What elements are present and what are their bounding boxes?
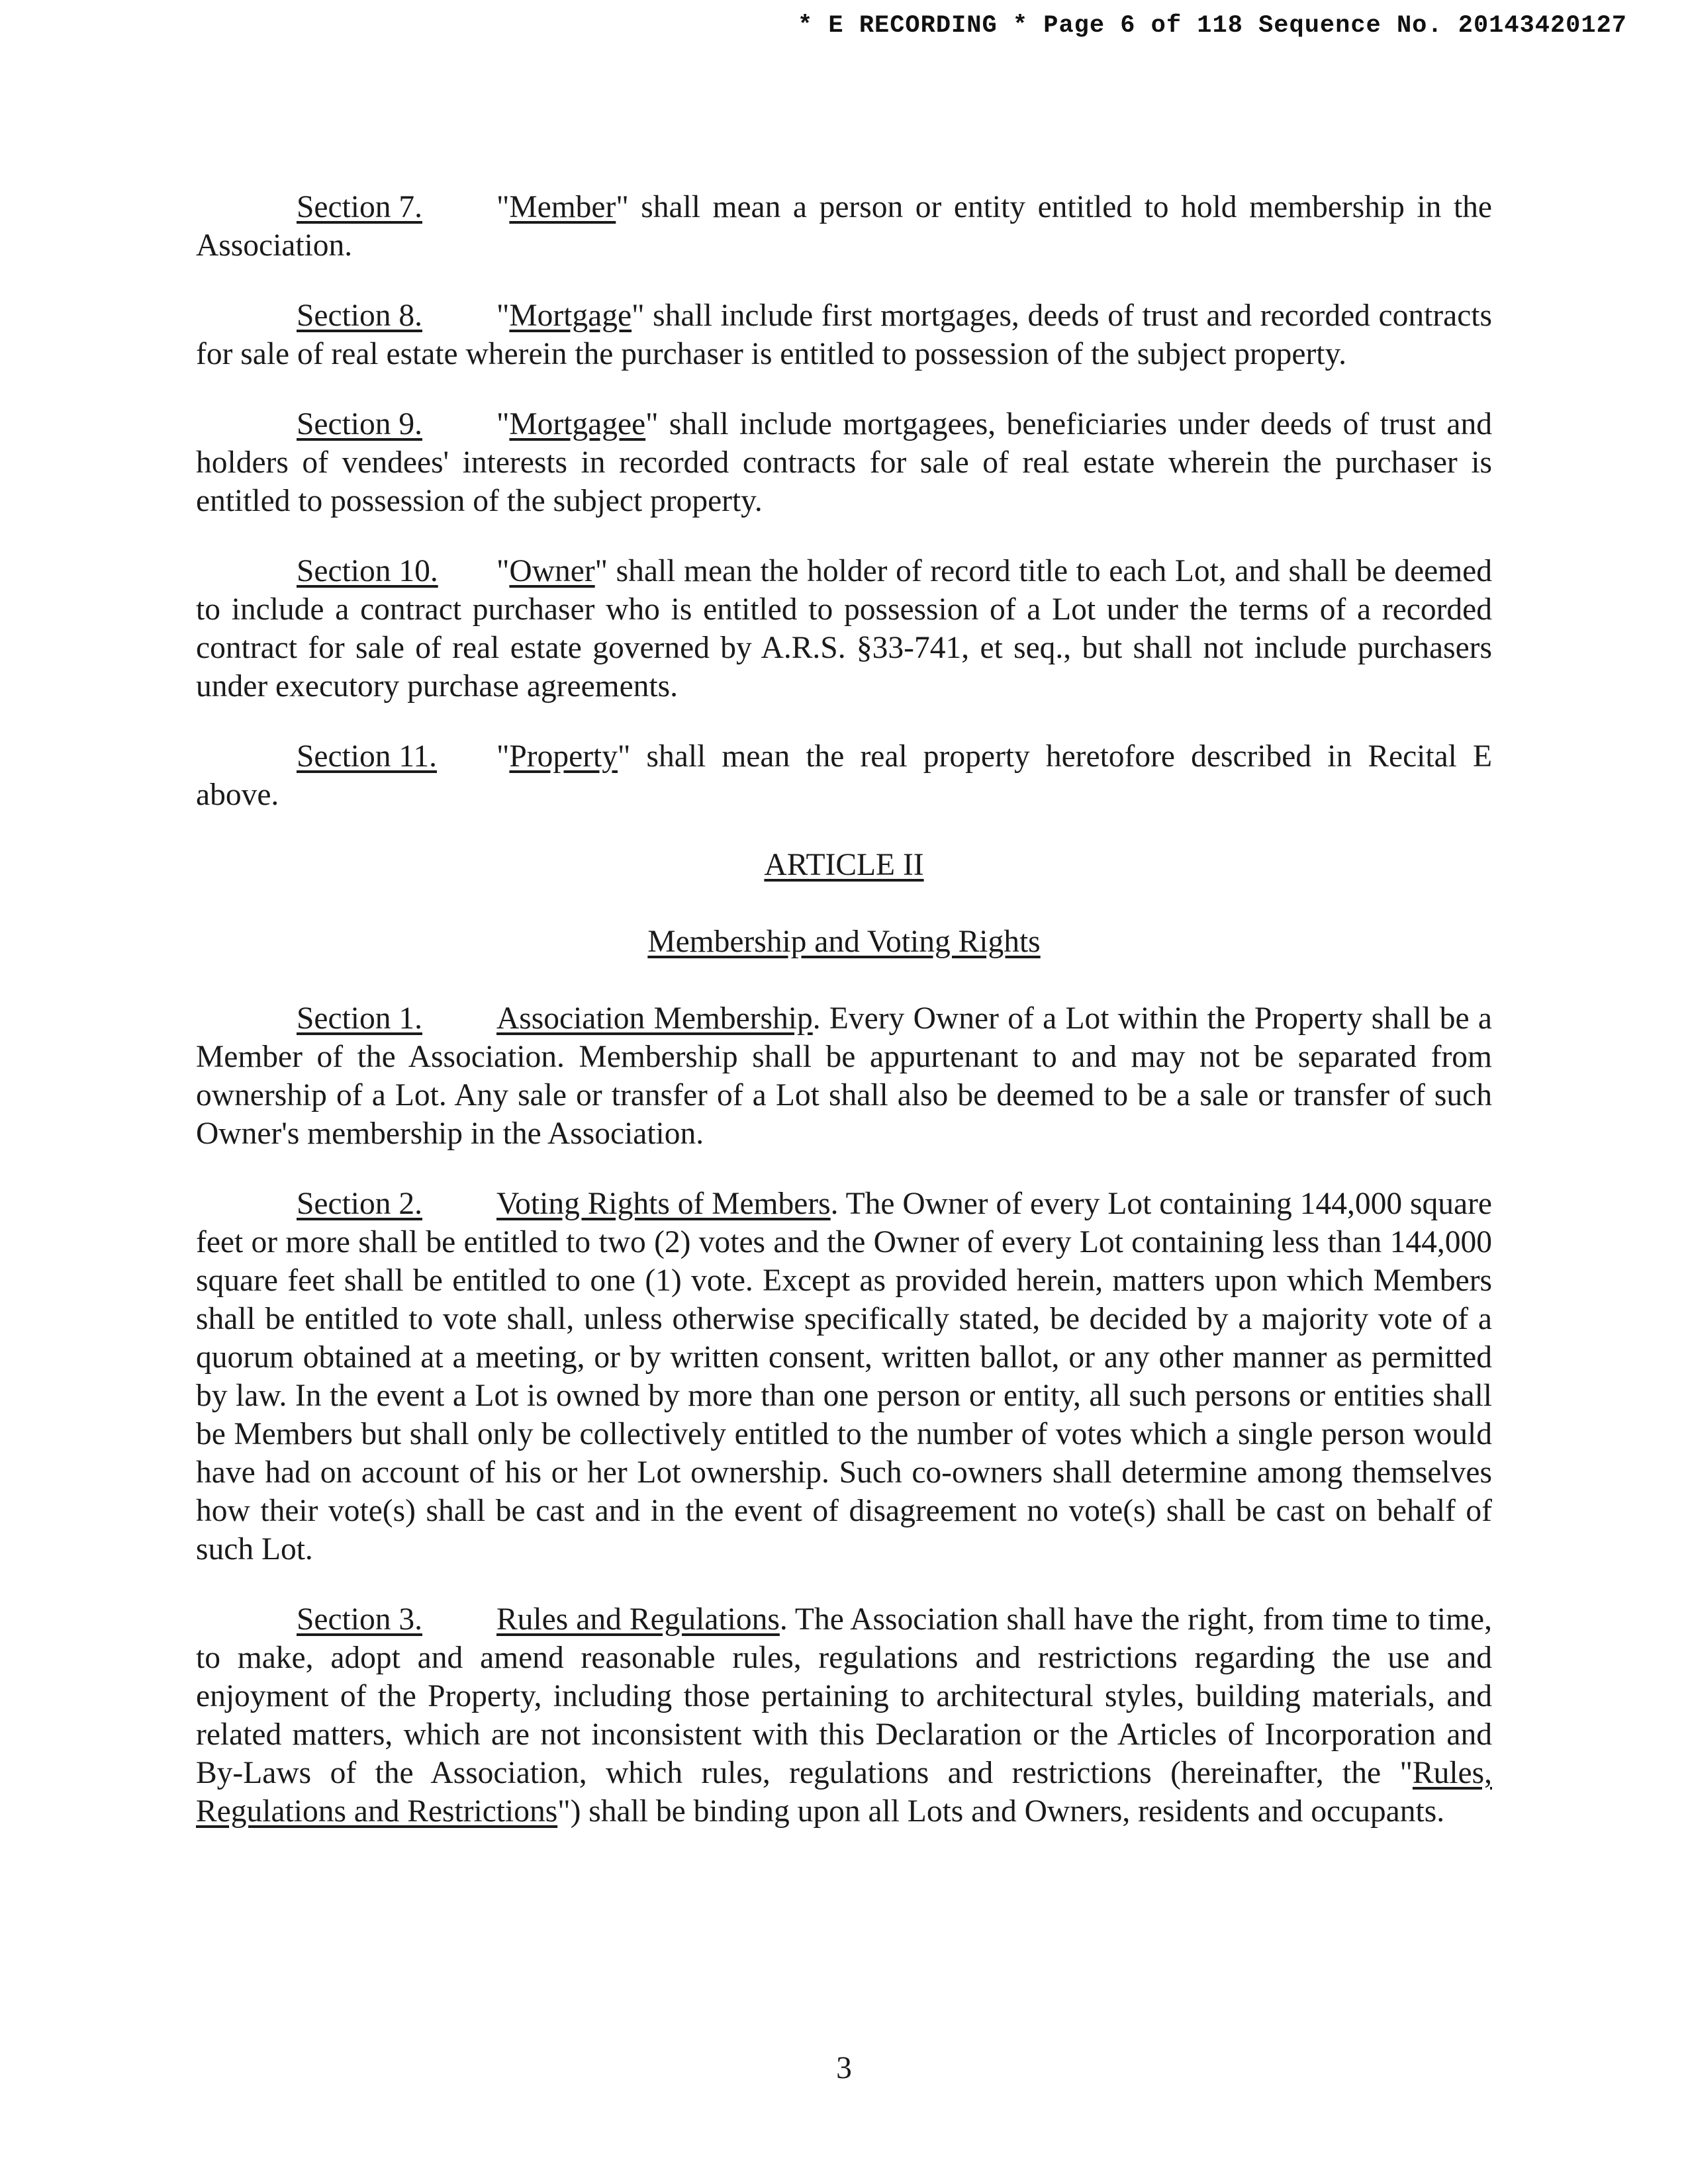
section-label: Section 8.	[297, 298, 422, 333]
section-title: Association Membership	[496, 1001, 813, 1036]
defined-term: Mortgage	[509, 298, 632, 333]
definition-text: " shall include mortgagees, beneficiaries under deeds of trust and holders of vendees' interests in recorded contracts for sale of real estate wherein the purchaser is entitled to possession of the subject property.	[196, 407, 1492, 518]
definition-section-10: Section 10. "Owner" shall mean the holder of record title to each Lot, and shall be deemed to include a contract purchaser who is entitled to possession of a Lot under the terms of a recorded contract for sale of real estate governed by A.R.S. §33-741, et seq., but shall not include purchasers under executory purchase agreements.	[196, 552, 1492, 705]
section-text: . Every Owner of a Lot within the Property shall be a Member of the Association. Membership shall be appurtenant to and may not be separated from ownership of a Lot. Any sale or transfer of a Lot shall also be deemed to be a sale or transfer of such Owner's membership in the Association.	[196, 1001, 1492, 1151]
definition-text: " shall mean the real property heretofore described in Recital E above.	[196, 739, 1492, 812]
article-section-3	[196, 1600, 1492, 1831]
section-label: Section 2.	[297, 1187, 422, 1221]
definition-text: " shall mean a person or entity entitled to hold membership in the Association.	[196, 190, 1492, 263]
definition-section-8: Section 8. "Mortgage" shall include first mortgages, deeds of trust and recorded contracts for sale of real estate wherein the purchaser is entitled to possession of the subject property.	[196, 296, 1492, 373]
section-text-end: ") shall be binding upon all Lots and Owners, residents and occupants.	[557, 1794, 1445, 1829]
defined-term: Property	[509, 739, 618, 774]
article-heading: ARTICLE II	[764, 848, 924, 882]
article-section-2	[196, 1185, 1492, 1569]
definition-text: " shall mean the holder of record title to each Lot, and shall be deemed to include a contract purchaser who is entitled to possession of a Lot under the terms of a recorded contract for sale of real estate governed by A.R.S. §33-741, et seq., but shall not include purchasers under executory purchase agreements.	[196, 554, 1492, 704]
section-label: Section 9.	[297, 407, 422, 441]
definition-section-7: Section 7. "Member" shall mean a person or entity entitled to hold membership in the Association.	[196, 188, 1492, 265]
section-text: . The Owner of every Lot containing 144,000 square feet or more shall be entitled to two (2) votes and the Owner of every Lot containing less than 144,000 square feet shall be entitled to one (1) vote. Except as provided herein, matters upon which Members shall be entitled to vote shall, unless otherwise specifically stated, be decided by a majority vote of a quorum obtained at a meeting, or by written consent, written ballot, or any other manner as permitted by law. In the event a Lot is owned by more than one person or entity, all such persons or entities shall be Members but shall only be collectively entitled to the number of votes which a single person would have had on account of his or her Lot ownership. Such co-owners shall determine among themselves how their vote(s) shall be cast and in the event of disagreement no vote(s) shall be cast on behalf of such Lot.	[196, 1187, 1492, 1567]
article-section-1	[196, 999, 1492, 1153]
section-label: Section 3.	[297, 1602, 422, 1637]
section-label: Section 1.	[297, 1001, 422, 1036]
defined-term: Mortgagee	[509, 407, 646, 441]
section-title: Rules and Regulations	[496, 1602, 780, 1637]
section-label: Section 10.	[297, 554, 438, 588]
defined-term: Owner	[509, 554, 595, 588]
section-title: Voting Rights of Members	[496, 1187, 831, 1221]
section-text: . The Association shall have the right, from time to time, to make, adopt and amend reasonable rules, regulations and restrictions regarding the use and enjoyment of the Property, including those pertaining to architectural styles, building materials, and related matters, which are not inconsistent with this Declaration or the Articles of Incorporation and By-Laws of the Association, which rules, regulations and restrictions (hereinafter, the "	[196, 1602, 1492, 1790]
defined-term: Rules, Regulations and Restrictions	[196, 1756, 1492, 1829]
defined-term: Member	[509, 190, 616, 224]
article-subheading: Membership and Voting Rights	[647, 925, 1041, 959]
page-number: 3	[836, 2051, 852, 2085]
section-label: Section 11.	[297, 739, 437, 774]
section-label: Section 7.	[297, 190, 422, 224]
document-body	[196, 188, 1492, 1831]
definition-text: " shall include first mortgages, deeds of trust and recorded contracts for sale of real estate wherein the purchaser is entitled to possession of the subject property.	[196, 298, 1492, 371]
recording-stamp: * E RECORDING * Page 6 of 118 Sequence No. 20143420127	[798, 12, 1627, 40]
definition-section-11: Section 11. "Property" shall mean the real property heretofore described in Recital E above.	[196, 737, 1492, 814]
definition-section-9: Section 9. "Mortgagee" shall include mortgagees, beneficiaries under deeds of trust and holders of vendees' interests in recorded contracts for sale of real estate wherein the purchaser is entitled to possession of the subject property.	[196, 405, 1492, 520]
